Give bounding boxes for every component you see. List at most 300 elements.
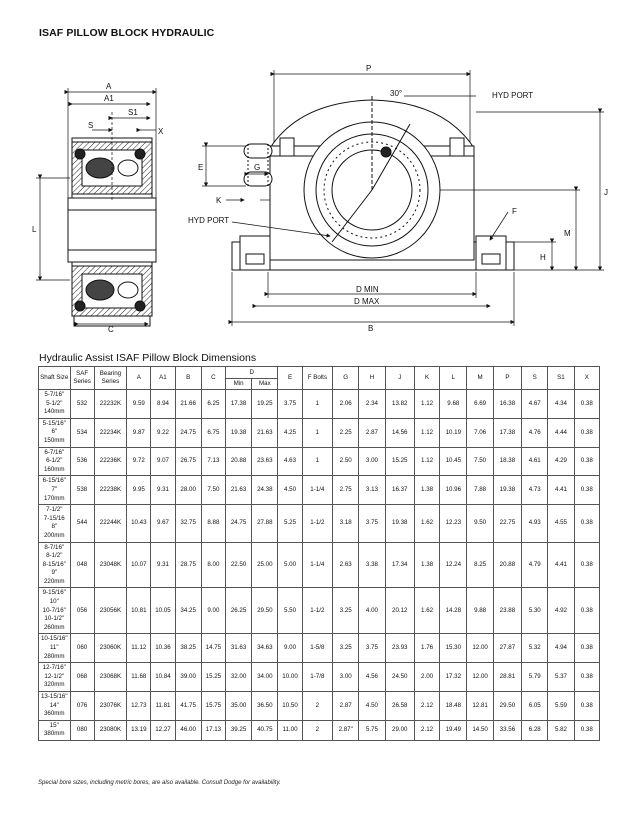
table-body: [39, 390, 600, 741]
col-a1: A1: [151, 367, 175, 390]
table-cell: 10.84: [151, 663, 175, 692]
table-cell: 11.00: [278, 720, 302, 740]
table-cell: 4.61: [522, 447, 548, 476]
table-cell: 19.49: [440, 720, 467, 740]
shaft-size-line: 12-1/2": [44, 672, 65, 680]
table-cell: 24.50: [385, 663, 414, 692]
table-cell: 24.38: [252, 476, 278, 505]
table-row: [39, 505, 600, 542]
table-cell: 23068K: [94, 663, 127, 692]
table-cell: 40.75: [252, 720, 278, 740]
table-cell: 3.00: [333, 663, 359, 692]
shaft-size-line: 160mm: [43, 465, 65, 473]
table-cell: 3.75: [278, 390, 302, 419]
table-cell: 4.73: [522, 476, 548, 505]
shaft-size-line: 170mm: [43, 494, 65, 502]
table-cell: 12.00: [467, 634, 493, 663]
table-cell: 23048K: [94, 542, 127, 588]
table-cell: 1.12: [414, 447, 439, 476]
table-cell: 4.29: [548, 447, 574, 476]
shaft-size-cell: [39, 663, 71, 692]
table-cell: 8.00: [201, 542, 225, 588]
dim-h-label: H: [540, 253, 546, 262]
shaft-size-line: 6": [51, 428, 58, 436]
shaft-size-line: 140mm: [43, 408, 65, 416]
table-cell: 2.12: [414, 720, 439, 740]
dim-x-label: X: [158, 127, 164, 136]
table-row: [39, 663, 600, 692]
shaft-size-cell: [39, 418, 71, 447]
table-cell: 5.82: [548, 720, 574, 740]
page-title: ISAF PILLOW BLOCK HYDRAULIC: [39, 27, 215, 39]
table-cell: 6.05: [522, 692, 548, 721]
shaft-size-line: 5-1/2": [46, 399, 63, 407]
table-cell: 3.75: [359, 505, 385, 542]
shaft-size-line: 6-15/16": [42, 477, 66, 485]
table-cell: 0.38: [574, 447, 599, 476]
table-cell: 2.12: [414, 692, 439, 721]
dim-dmin-label: D MIN: [356, 285, 379, 294]
table-cell: 5.32: [522, 634, 548, 663]
table-cell: 15.25: [385, 447, 414, 476]
shaft-size-line: 14": [49, 701, 59, 709]
table-cell: 1-5/8: [302, 634, 332, 663]
table-cell: 1-1/4: [302, 542, 332, 588]
table-cell: 15.25: [201, 663, 225, 692]
shaft-size-line: 220mm: [43, 577, 65, 585]
table-cell: 20.88: [493, 542, 521, 588]
shaft-size-line: 8-7/16": [44, 543, 65, 551]
table-cell: 9.00: [201, 588, 225, 634]
table-cell: 29.50: [493, 692, 521, 721]
table-cell: 12.00: [467, 663, 493, 692]
table-cell: 080: [70, 720, 94, 740]
table-cell: 6.69: [467, 390, 493, 419]
table-cell: 7.88: [467, 476, 493, 505]
dim-g-label: G: [254, 163, 261, 172]
table-cell: 17.32: [440, 663, 467, 692]
angle-label: 30°: [390, 89, 403, 98]
shaft-size-line: 15": [49, 721, 59, 729]
table-cell: 4.44: [548, 418, 574, 447]
table-cell: 2.75: [333, 476, 359, 505]
shaft-size-line: 5-7/16": [44, 391, 65, 398]
shaft-size-line: 7-1/2": [46, 506, 63, 514]
table-cell: 5.59: [548, 692, 574, 721]
table-cell: 10.36: [151, 634, 175, 663]
table-cell: 12.27: [151, 720, 175, 740]
table-cell: 28.75: [175, 542, 201, 588]
table-cell: 1.38: [414, 476, 439, 505]
table-cell: 7.50: [467, 447, 493, 476]
shaft-size-cell: [39, 542, 71, 588]
table-cell: 29.50: [252, 588, 278, 634]
table-cell: 23.88: [493, 588, 521, 634]
table-cell: 24.75: [175, 418, 201, 447]
shaft-size-line: 8": [51, 523, 58, 531]
col-d-max: Max: [252, 379, 278, 390]
shaft-size-line: 9-15/16": [42, 589, 66, 597]
table-cell: 26.25: [225, 588, 251, 634]
shaft-size-line: 5-15/16": [42, 419, 66, 427]
col-p: P: [493, 367, 521, 390]
table-cell: 048: [70, 542, 94, 588]
table-cell: 538: [70, 476, 94, 505]
col-saf: SAF Series: [70, 367, 94, 390]
table-cell: 13.19: [127, 720, 151, 740]
table-cell: 2.06: [333, 390, 359, 419]
table-cell: 1.76: [414, 634, 439, 663]
shaft-size-line: 150mm: [43, 436, 65, 444]
shaft-size-line: 200mm: [43, 531, 65, 539]
table-cell: 4.94: [548, 634, 574, 663]
table-cell: 17.34: [385, 542, 414, 588]
shaft-size-line: 11": [49, 644, 59, 652]
table-cell: 1.12: [414, 390, 439, 419]
table-cell: 27.88: [252, 505, 278, 542]
table-cell: 2.87: [333, 692, 359, 721]
shaft-size-line: 260mm: [43, 623, 65, 631]
shaft-size-line: 8-15/16": [42, 560, 66, 568]
table-cell: 34.63: [252, 634, 278, 663]
table-cell: 3.13: [359, 476, 385, 505]
table-cell: 1: [302, 447, 332, 476]
table-cell: 22244K: [94, 505, 127, 542]
table-cell: 5.00: [278, 542, 302, 588]
table-cell: 1.62: [414, 505, 439, 542]
shaft-size-cell: [39, 692, 71, 721]
shaft-size-line: 10-15/16": [40, 635, 68, 643]
dim-a-label: A: [106, 82, 112, 91]
shaft-size-line: 13-15/16": [40, 693, 68, 700]
table-cell: 10.43: [127, 505, 151, 542]
table-cell: 10.19: [440, 418, 467, 447]
table-cell: 0.38: [574, 663, 599, 692]
table-cell: 22.50: [225, 542, 251, 588]
table-row: [39, 447, 600, 476]
shaft-size-cell: [39, 505, 71, 542]
table-cell: 28.81: [493, 663, 521, 692]
table-cell: 15.75: [201, 692, 225, 721]
table-cell: 0.38: [574, 476, 599, 505]
table-cell: 2.34: [359, 390, 385, 419]
table-row: [39, 390, 600, 419]
table-cell: 5.79: [522, 663, 548, 692]
table-cell: 34.25: [175, 588, 201, 634]
table-cell: 6.75: [201, 418, 225, 447]
table-cell: 10.45: [440, 447, 467, 476]
table-cell: 0.38: [574, 634, 599, 663]
dim-e-label: E: [198, 163, 204, 172]
table-cell: 1-1/2: [302, 505, 332, 542]
table-cell: 5.75: [359, 720, 385, 740]
table-cell: 532: [70, 390, 94, 419]
table-cell: 9.50: [467, 505, 493, 542]
table-cell: 6.28: [522, 720, 548, 740]
table-cell: 536: [70, 447, 94, 476]
table-cell: 2: [302, 720, 332, 740]
table-cell: 32.75: [175, 505, 201, 542]
table-cell: 4.34: [548, 390, 574, 419]
dim-f-label: F: [512, 207, 517, 216]
table-cell: 23.63: [252, 447, 278, 476]
table-cell: 39.00: [175, 663, 201, 692]
table-cell: 4.92: [548, 588, 574, 634]
table-cell: 10.96: [440, 476, 467, 505]
col-b: B: [175, 367, 201, 390]
table-cell: 4.67: [522, 390, 548, 419]
table-cell: 3.25: [333, 588, 359, 634]
table-cell: 1.12: [414, 418, 439, 447]
col-f: F Bolts: [302, 367, 332, 390]
table-cell: 16.37: [385, 476, 414, 505]
table-cell: 24.75: [225, 505, 251, 542]
col-s1: S1: [548, 367, 574, 390]
table-cell: 22.75: [493, 505, 521, 542]
table-cell: 5.50: [278, 588, 302, 634]
table-cell: 1.62: [414, 588, 439, 634]
shaft-size-cell: [39, 588, 71, 634]
side-section-view: [68, 138, 156, 326]
table-cell: 3.25: [333, 634, 359, 663]
table-cell: 27.87: [493, 634, 521, 663]
table-cell: 544: [70, 505, 94, 542]
col-bearing: Bearing Series: [94, 367, 127, 390]
hyd-port-top-label: HYD PORT: [492, 91, 534, 100]
shaft-size-line: 6-7/16": [44, 448, 65, 456]
table-cell: 18.48: [440, 692, 467, 721]
shaft-size-line: 12-7/16": [42, 664, 66, 672]
table-cell: 1: [302, 418, 332, 447]
dim-a1-label: A1: [104, 94, 114, 103]
col-a: A: [127, 367, 151, 390]
shaft-size-line: 6-1/2": [46, 457, 63, 465]
table-cell: 4.41: [548, 542, 574, 588]
table-cell: 14.28: [440, 588, 467, 634]
table-cell: 2.25: [333, 418, 359, 447]
table-cell: 19.38: [385, 505, 414, 542]
table-cell: 9.22: [151, 418, 175, 447]
table-cell: 4.25: [278, 418, 302, 447]
dim-k-label: K: [216, 196, 222, 205]
table-cell: 12.73: [127, 692, 151, 721]
table-cell: 0.38: [574, 390, 599, 419]
table-row: [39, 418, 600, 447]
shaft-size-line: 10-7/16": [42, 606, 66, 614]
table-cell: 0.38: [574, 692, 599, 721]
shaft-size-cell: [39, 634, 71, 663]
dim-j-label: J: [604, 188, 608, 197]
table-cell: 19.38: [493, 476, 521, 505]
table-cell: 8.25: [467, 542, 493, 588]
table-cell: 10.00: [278, 663, 302, 692]
dim-b-label: B: [368, 324, 374, 333]
table-row: [39, 542, 600, 588]
shaft-size-line: 7": [51, 485, 58, 493]
table-cell: 21.63: [252, 418, 278, 447]
table-cell: 1: [302, 390, 332, 419]
shaft-size-cell: [39, 390, 71, 419]
table-cell: 7.50: [201, 476, 225, 505]
table-cell: 1-7/8: [302, 663, 332, 692]
dim-dmax-label: D MAX: [354, 297, 380, 306]
table-cell: 0.38: [574, 505, 599, 542]
table-cell: 9.88: [467, 588, 493, 634]
table-cell: 23.93: [385, 634, 414, 663]
table-row: [39, 720, 600, 740]
col-d: D: [225, 367, 278, 379]
table-cell: 17.38: [493, 418, 521, 447]
col-h: H: [359, 367, 385, 390]
shaft-size-line: 360mm: [43, 710, 65, 718]
table-cell: 9.07: [151, 447, 175, 476]
table-cell: 14.50: [467, 720, 493, 740]
table-cell: 12.24: [440, 542, 467, 588]
shaft-size-line: 10": [49, 598, 59, 606]
table-cell: 9.68: [440, 390, 467, 419]
col-g: G: [333, 367, 359, 390]
table-cell: 9.87: [127, 418, 151, 447]
table-cell: 16.38: [493, 390, 521, 419]
table-cell: 22238K: [94, 476, 127, 505]
shaft-size-line: 8-1/2": [46, 552, 63, 560]
shaft-size-line: 320mm: [43, 681, 65, 689]
col-s: S: [522, 367, 548, 390]
table-cell: 4.63: [278, 447, 302, 476]
table-cell: 23056K: [94, 588, 127, 634]
col-j: J: [385, 367, 414, 390]
table-cell: 3.18: [333, 505, 359, 542]
table-row: [39, 476, 600, 505]
table-cell: 056: [70, 588, 94, 634]
table-cell: 23080K: [94, 720, 127, 740]
table-cell: 8.94: [151, 390, 175, 419]
table-cell: 4.00: [359, 588, 385, 634]
table-cell: 25.00: [252, 542, 278, 588]
table-cell: 060: [70, 634, 94, 663]
table-cell: 29.00: [385, 720, 414, 740]
table-cell: 0.38: [574, 418, 599, 447]
table-cell: 1-1/2: [302, 588, 332, 634]
dim-l-label: L: [32, 225, 37, 234]
table-cell: 36.50: [252, 692, 278, 721]
table-row: [39, 588, 600, 634]
table-cell: 4.93: [522, 505, 548, 542]
col-k: K: [414, 367, 439, 390]
col-shaft: Shaft Size: [39, 367, 71, 390]
table-cell: 34.00: [252, 663, 278, 692]
table-cell: 31.63: [225, 634, 251, 663]
col-x: X: [574, 367, 599, 390]
table-cell: 068: [70, 663, 94, 692]
dimensions-table: [38, 366, 600, 741]
table-cell: 19.38: [225, 418, 251, 447]
table-cell: 22232K: [94, 390, 127, 419]
shaft-size-cell: [39, 476, 71, 505]
table-cell: 7.13: [201, 447, 225, 476]
table-cell: 32.00: [225, 663, 251, 692]
table-cell: 2.63: [333, 542, 359, 588]
table-cell: 13.82: [385, 390, 414, 419]
table-cell: 15.30: [440, 634, 467, 663]
table-cell: 534: [70, 418, 94, 447]
table-title: Hydraulic Assist ISAF Pillow Block Dimensions: [39, 352, 257, 364]
table-cell: 2: [302, 692, 332, 721]
dim-c-label: C: [108, 325, 114, 334]
table-cell: 9.72: [127, 447, 151, 476]
shaft-size-line: 380mm: [43, 730, 65, 738]
table-cell: 4.50: [278, 476, 302, 505]
table-cell: 20.88: [225, 447, 251, 476]
table-cell: 3.75: [359, 634, 385, 663]
table-cell: 22234K: [94, 418, 127, 447]
table-cell: 46.00: [175, 720, 201, 740]
table-cell: 4.79: [522, 542, 548, 588]
dim-s1-label: S1: [128, 108, 138, 117]
table-cell: 1.38: [414, 542, 439, 588]
table-cell: 17.38: [225, 390, 251, 419]
table-cell: 21.66: [175, 390, 201, 419]
table-cell: 39.25: [225, 720, 251, 740]
table-cell: 9.31: [151, 542, 175, 588]
table-cell: 11.68: [127, 663, 151, 692]
table-cell: 5.37: [548, 663, 574, 692]
table-cell: 4.41: [548, 476, 574, 505]
table-cell: 3.38: [359, 542, 385, 588]
table-cell: 076: [70, 692, 94, 721]
col-d-min: Min: [225, 379, 251, 390]
col-e: E: [278, 367, 302, 390]
table-cell: 23076K: [94, 692, 127, 721]
table-cell: 33.56: [493, 720, 521, 740]
pillow-block-drawing: [0, 50, 638, 350]
table-cell: 4.50: [359, 692, 385, 721]
table-cell: 41.75: [175, 692, 201, 721]
table-cell: 4.76: [522, 418, 548, 447]
hyd-port-left-label: HYD PORT: [188, 216, 230, 225]
col-c: C: [201, 367, 225, 390]
dim-s-label: S: [88, 121, 94, 130]
table-cell: 5.30: [522, 588, 548, 634]
table-cell: 3.00: [359, 447, 385, 476]
table-cell: 0.38: [574, 720, 599, 740]
shaft-size-line: 10-1/2": [44, 615, 65, 623]
table-cell: 14.75: [201, 634, 225, 663]
table-cell: 23060K: [94, 634, 127, 663]
dim-p-label: P: [366, 64, 372, 73]
table-cell: 10.07: [127, 542, 151, 588]
shaft-size-line: 7-15/16: [43, 514, 65, 522]
table-cell: 26.75: [175, 447, 201, 476]
footnote: Special bore sizes, including metric bores, are also available. Consult Dodge for availability.: [38, 780, 281, 786]
table-cell: 17.13: [201, 720, 225, 740]
table-cell: 19.25: [252, 390, 278, 419]
table-cell: 1-1/4: [302, 476, 332, 505]
table-cell: 10.81: [127, 588, 151, 634]
table-cell: 9.00: [278, 634, 302, 663]
table-cell: 11.81: [151, 692, 175, 721]
table-cell: 10.05: [151, 588, 175, 634]
col-m: M: [467, 367, 493, 390]
table-cell: 26.58: [385, 692, 414, 721]
table-cell: 28.00: [175, 476, 201, 505]
table-cell: 12.23: [440, 505, 467, 542]
table-cell: 7.06: [467, 418, 493, 447]
table-cell: 9.67: [151, 505, 175, 542]
shaft-size-line: 9": [51, 569, 58, 577]
table-cell: 38.25: [175, 634, 201, 663]
table-cell: 14.56: [385, 418, 414, 447]
